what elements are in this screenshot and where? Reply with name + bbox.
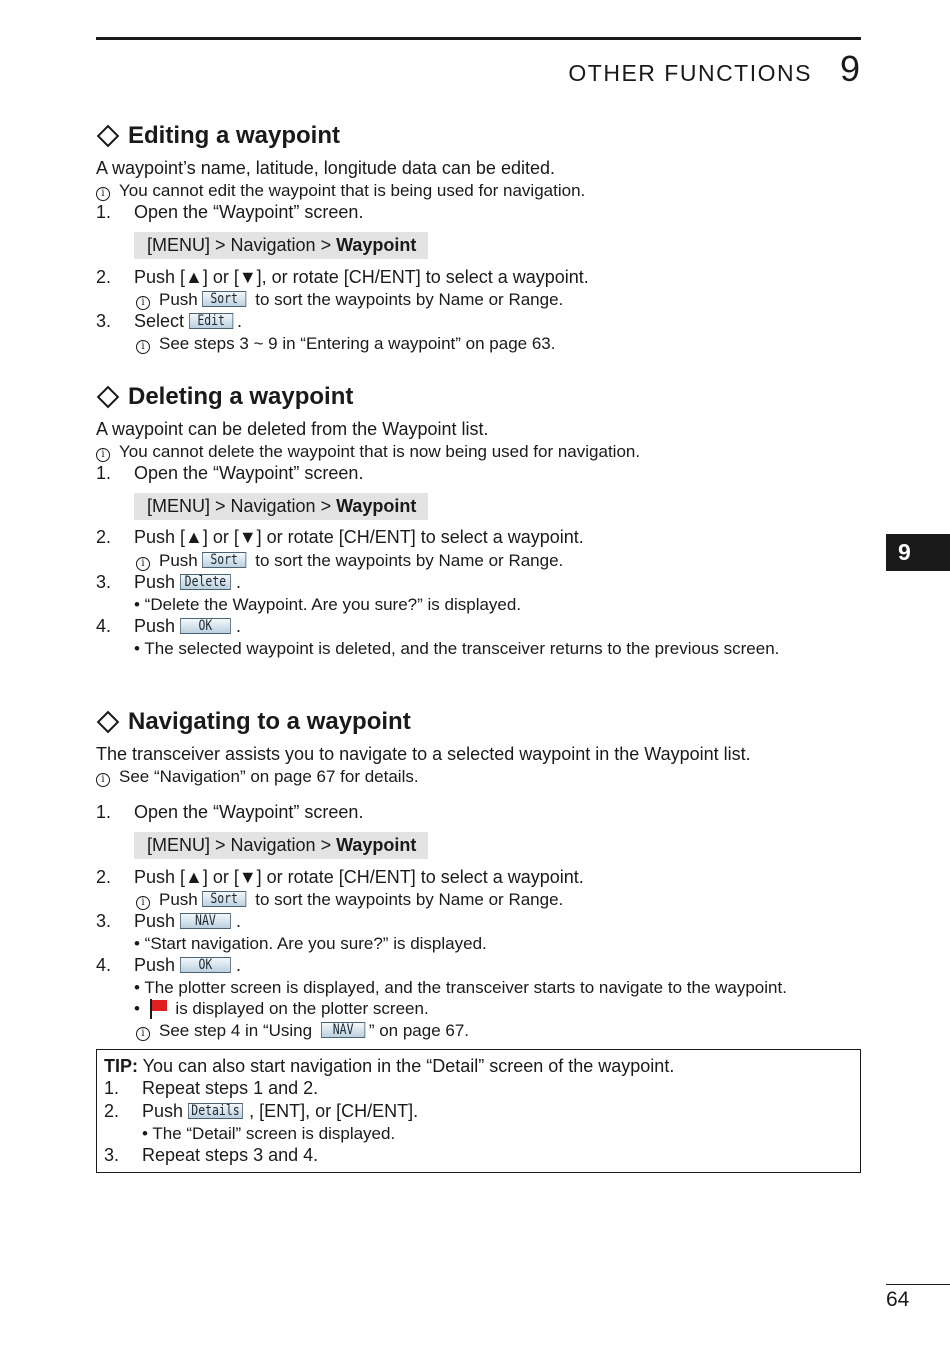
flag-text: is displayed on the plotter screen.	[175, 999, 429, 1018]
push-text: Push	[134, 616, 176, 636]
deleting-step-2: Push [▲] or [▼] or rotate [CH/ENT] to select a waypoint.	[134, 527, 584, 547]
tip-step-3: Repeat steps 3 and 4.	[142, 1145, 319, 1165]
menu-prefix: [MENU] > Navigation >	[147, 235, 337, 255]
nav-key: NAV	[321, 1022, 365, 1038]
deleting-step-4-num: 4.	[96, 616, 112, 636]
period: .	[236, 572, 242, 592]
period: .	[237, 311, 243, 331]
step-text: , [ENT], or [CH/ENT].	[249, 1101, 419, 1121]
page-number-rule	[886, 1284, 950, 1285]
nav-key: NAV	[180, 913, 231, 929]
editing-step-2: Push [▲] or [▼], or rotate [CH/ENT] to select a waypoint.	[134, 267, 589, 287]
info-icon: i	[136, 557, 150, 571]
diamond-icon	[97, 711, 120, 734]
ok-key: OK	[180, 618, 231, 634]
deleting-step-3	[134, 572, 241, 593]
bullet: •	[134, 999, 140, 1018]
tip-label: TIP:	[104, 1056, 138, 1076]
navigating-sort-note	[136, 890, 563, 910]
editing-step-3-num: 3.	[96, 311, 112, 331]
navigating-step-1: Open the “Waypoint” screen.	[134, 802, 364, 822]
navigating-step-2: Push [▲] or [▼] or rotate [CH/ENT] to select a waypoint.	[134, 867, 584, 887]
select-text: Select	[134, 311, 185, 331]
deleting-step-2-num: 2.	[96, 527, 112, 547]
deleting-step-4-bullet: • The selected waypoint is deleted, and the transceiver returns to the previous screen.	[134, 639, 780, 658]
navigating-step-1-num: 1.	[96, 802, 112, 822]
menu-prefix: [MENU] > Navigation >	[147, 835, 337, 855]
navigating-step-4	[134, 955, 241, 976]
chapter-number: 9	[839, 48, 860, 89]
navigating-step-3-bullet: • “Start navigation. Are you sure?” is displayed.	[134, 934, 487, 953]
deleting-step-3-bullet: • “Delete the Waypoint. Are you sure?” is displayed.	[134, 595, 522, 614]
section-heading-navigating	[96, 708, 411, 736]
editing-step-1-num: 1.	[96, 202, 112, 222]
info-icon: i	[96, 187, 110, 201]
editing-step-3-note	[136, 334, 555, 354]
section-heading-deleting	[96, 383, 353, 411]
sort-key: Sort	[202, 891, 246, 907]
deleting-step-4	[134, 616, 241, 637]
navigating-step-3-num: 3.	[96, 911, 112, 931]
navigating-intro: The transceiver assists you to navigate to a selected waypoint in the Waypoint list.	[96, 744, 751, 764]
deleting-note	[96, 442, 640, 462]
page-header	[568, 48, 860, 90]
editing-step-2-num: 2.	[96, 267, 112, 287]
note-text: See “Navigation” on page 67 for details.	[119, 767, 419, 786]
push-text: Push	[159, 551, 198, 570]
heading-text: Navigating to a waypoint	[128, 708, 411, 735]
push-text: Push	[159, 890, 198, 909]
period: .	[236, 955, 242, 975]
heading-text: Deleting a waypoint	[128, 383, 354, 410]
note-text: See step 4 in “Using	[159, 1021, 313, 1040]
navigating-step-3	[134, 911, 241, 932]
sort-text: to sort the waypoints by Name or Range.	[255, 890, 564, 909]
red-flag-icon	[149, 999, 167, 1017]
deleting-step-1-num: 1.	[96, 463, 112, 483]
editing-intro: A waypoint’s name, latitude, longitude data can be edited.	[96, 158, 555, 178]
info-icon: i	[136, 340, 150, 354]
navigating-step-4-bullet-1: • The plotter screen is displayed, and the transceiver starts to navigate to the waypoint.	[134, 978, 787, 997]
navigating-step-4-num: 4.	[96, 955, 112, 975]
push-text: Push	[134, 911, 176, 931]
navigating-menu-path	[134, 832, 428, 859]
tip-step-3-num: 3.	[104, 1145, 120, 1165]
editing-step-3	[134, 311, 242, 332]
header-rule	[96, 37, 861, 40]
sort-text: to sort the waypoints by Name or Range.	[255, 551, 564, 570]
info-icon: i	[96, 773, 110, 787]
period: .	[236, 616, 242, 636]
heading-text: Editing a waypoint	[128, 122, 341, 149]
page-number: 64	[886, 1288, 910, 1311]
editing-note	[96, 181, 585, 201]
deleting-intro: A waypoint can be deleted from the Waypoint list.	[96, 419, 489, 439]
info-icon: i	[96, 448, 110, 462]
chapter-side-tab: 9	[886, 534, 950, 571]
push-text: Push	[134, 955, 176, 975]
navigating-step-2-num: 2.	[96, 867, 112, 887]
push-text: Push	[159, 290, 198, 309]
push-text: Push	[142, 1101, 184, 1121]
note-text-end: ” on page 67.	[368, 1021, 470, 1040]
editing-sort-note	[136, 290, 563, 310]
tip-step-2	[142, 1101, 418, 1122]
editing-step-1: Open the “Waypoint” screen.	[134, 202, 364, 222]
menu-last: Waypoint	[336, 835, 417, 855]
period: .	[236, 911, 242, 931]
section-heading-editing	[96, 122, 340, 150]
ok-key: OK	[180, 957, 231, 973]
deleting-step-1: Open the “Waypoint” screen.	[134, 463, 364, 483]
editing-menu-path	[134, 232, 428, 259]
menu-last: Waypoint	[336, 496, 417, 516]
tip-step-2-num: 2.	[104, 1101, 120, 1121]
deleting-sort-note	[136, 551, 563, 571]
menu-last: Waypoint	[336, 235, 417, 255]
tip-text: You can also start navigation in the “Detail” screen of the waypoint.	[138, 1056, 675, 1076]
note-text: You cannot delete the waypoint that is now being used for navigation.	[119, 442, 641, 461]
diamond-icon	[97, 125, 120, 148]
sort-text: to sort the waypoints by Name or Range.	[255, 290, 564, 309]
navigating-note	[96, 767, 419, 787]
navigating-step-4-bullet-2	[134, 999, 429, 1019]
info-icon: i	[136, 1027, 150, 1041]
chapter-title: OTHER FUNCTIONS	[568, 60, 812, 86]
details-key: Details	[188, 1103, 243, 1119]
tip-step-2-bullet: • The “Detail” screen is displayed.	[142, 1124, 396, 1143]
info-icon: i	[136, 296, 150, 310]
deleting-step-3-num: 3.	[96, 572, 112, 592]
menu-prefix: [MENU] > Navigation >	[147, 496, 337, 516]
push-text: Push	[134, 572, 176, 592]
navigating-step-4-note	[136, 1021, 469, 1041]
edit-key: Edit	[189, 313, 233, 329]
note-text: You cannot edit the waypoint that is being used for navigation.	[119, 181, 586, 200]
tip-step-1-num: 1.	[104, 1078, 120, 1098]
sort-key: Sort	[202, 552, 246, 568]
tip-heading	[104, 1056, 674, 1077]
delete-key: Delete	[180, 574, 231, 590]
deleting-menu-path	[134, 493, 428, 520]
info-icon: i	[136, 896, 150, 910]
note-text: See steps 3 ~ 9 in “Entering a waypoint” on page 63.	[159, 334, 556, 353]
sort-key: Sort	[202, 291, 246, 307]
tip-step-1: Repeat steps 1 and 2.	[142, 1078, 319, 1098]
diamond-icon	[97, 386, 120, 409]
